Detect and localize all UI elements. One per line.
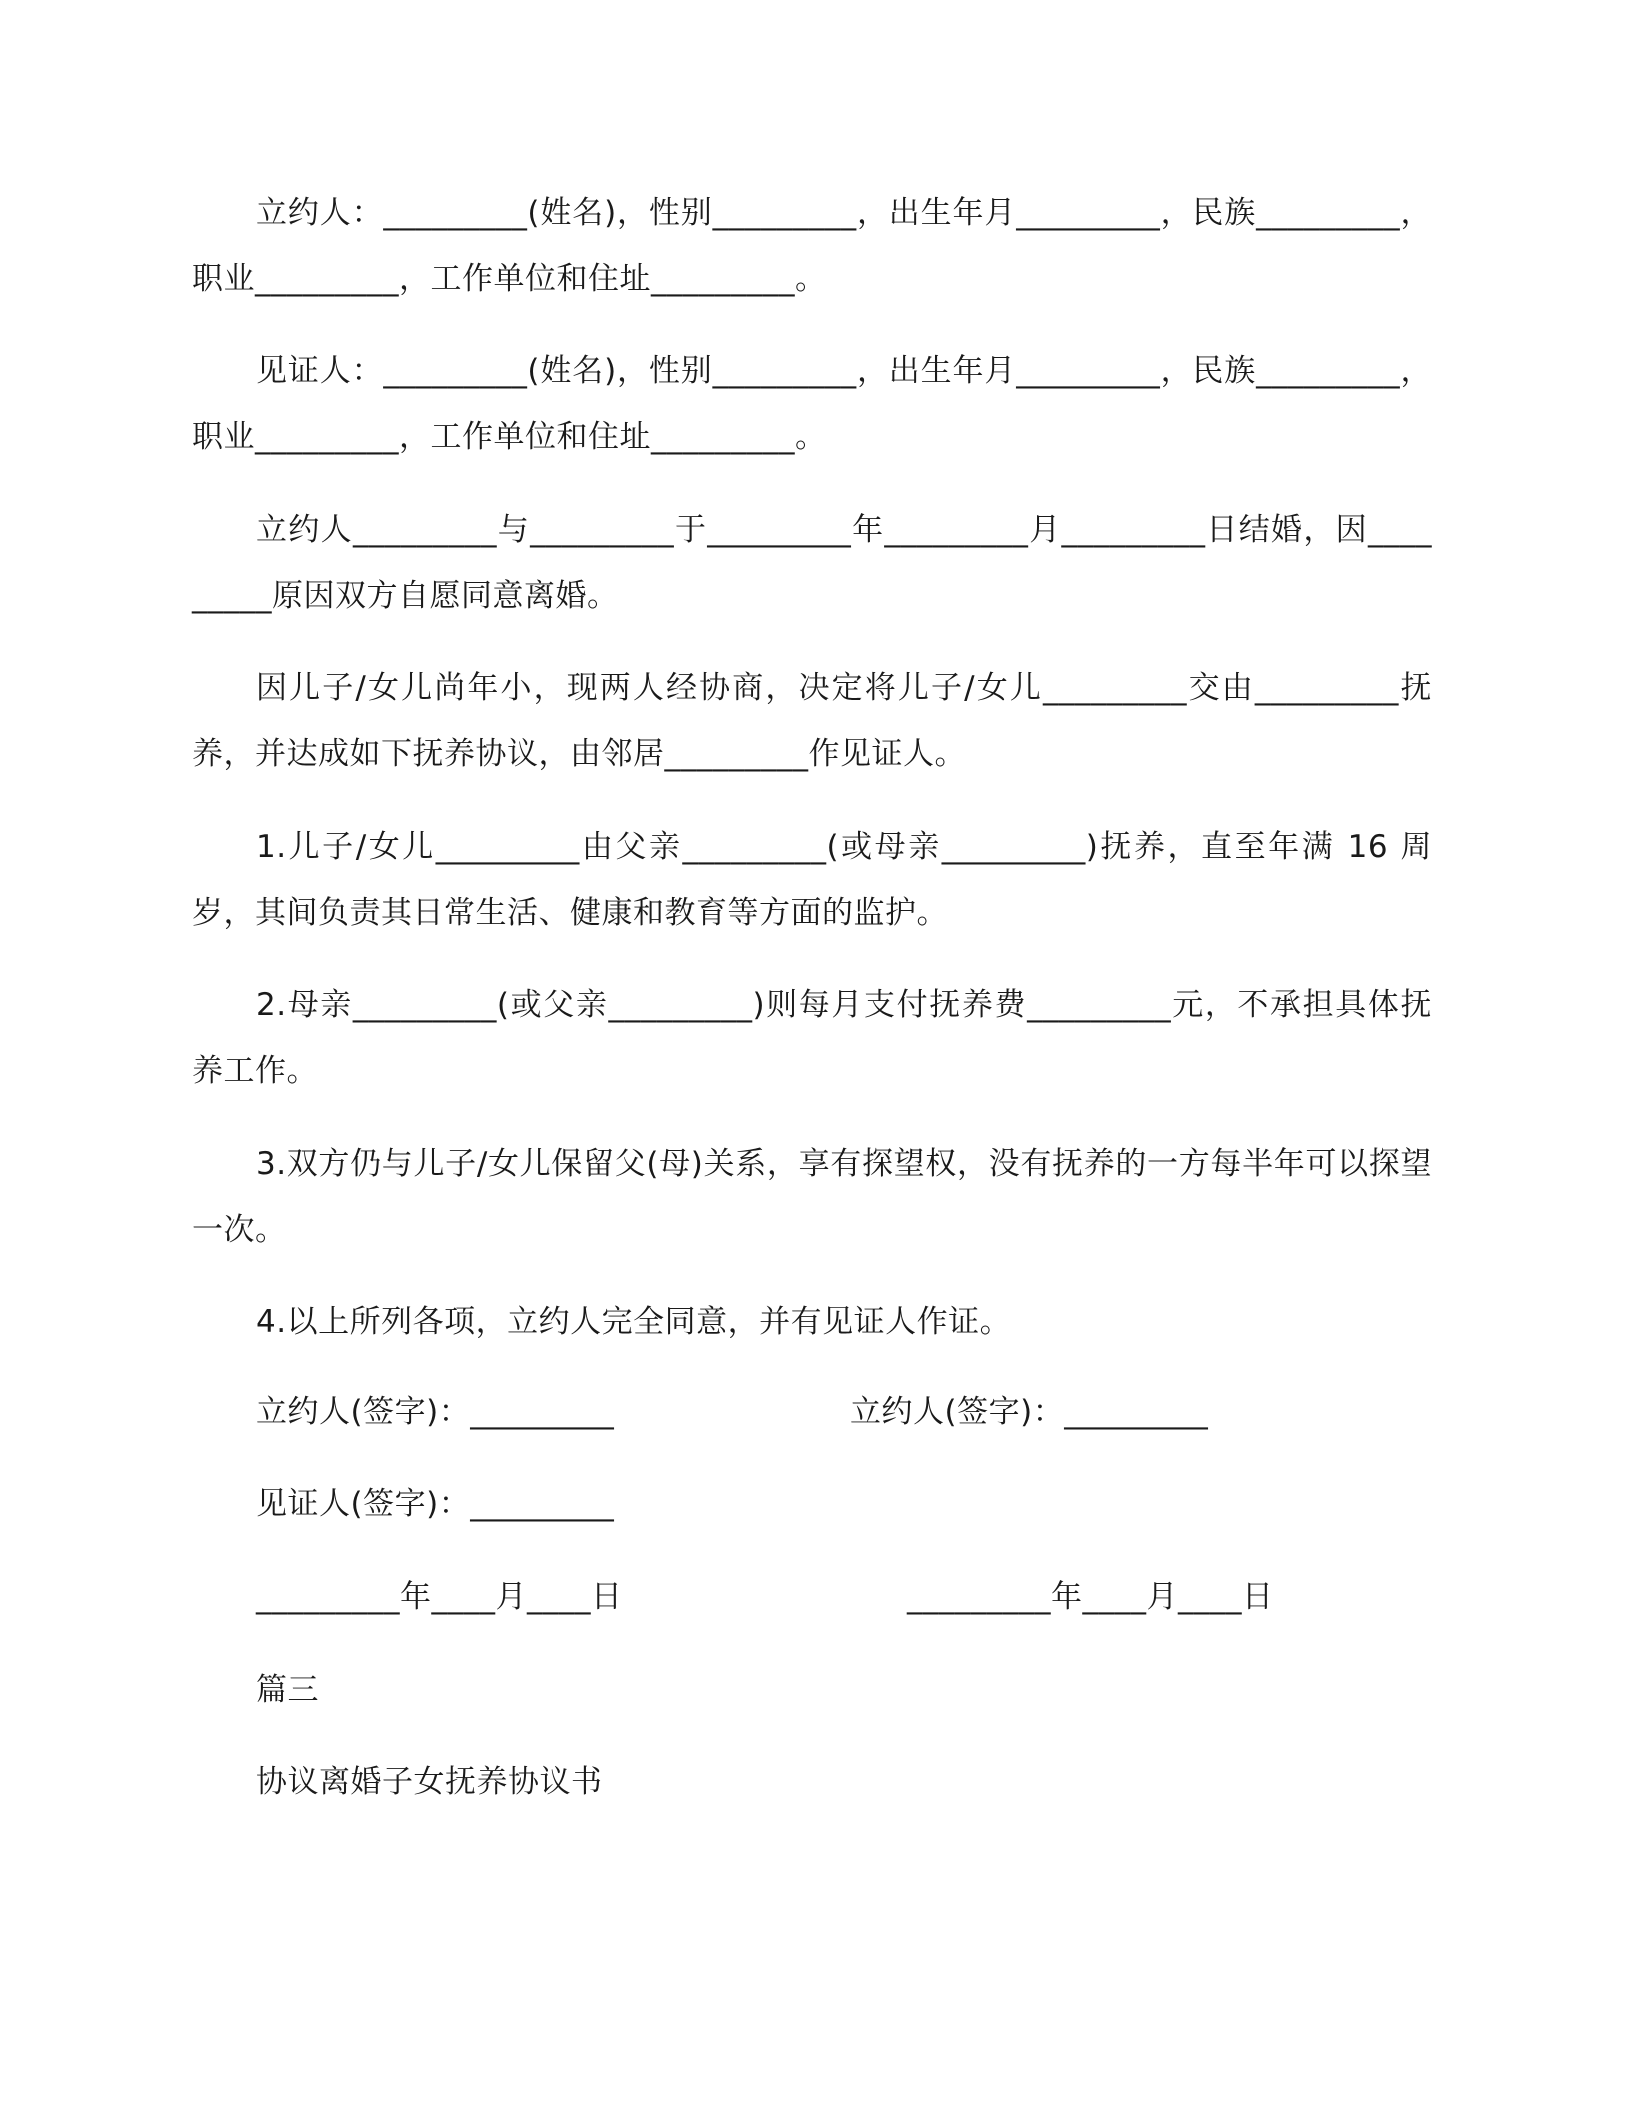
section-label: 篇三 — [256, 1672, 319, 1708]
clause-4: 4.以上所列各项，立约人完全同意，并有见证人作证。 — [256, 1304, 1012, 1340]
paragraph-party-info: 立约人：_________(姓名)，性别_________，出生年月_________，民族_________，职业_________，工作单位和住址_________。 — [192, 195, 1432, 297]
signature-party-b: 立约人(签字)：_________ — [850, 1394, 1209, 1430]
paragraph-marriage-info: 立约人_________与_________于_________年_________月_________日结婚，因_________原因双方自愿同意离婚。 — [192, 512, 1432, 614]
section-title: 协议离婚子女抚养协议书 — [256, 1764, 603, 1800]
signature-party-a: 立约人(签字)：_________ — [256, 1394, 615, 1430]
paragraph-custody-agreement: 因儿子/女儿尚年小，现两人经协商，决定将儿子/女儿_________交由_________抚养，并达成如下抚养协议，由邻居_________作见证人。 — [192, 670, 1432, 772]
clause-3: 3.双方仍与儿子/女儿保留父(母)关系，享有探望权，没有抚养的一方每半年可以探望一次。 — [192, 1146, 1432, 1248]
paragraph-witness-info: 见证人：_________(姓名)，性别_________，出生年月_________，民族_________，职业_________，工作单位和住址_________。 — [192, 353, 1432, 455]
date-right: _________年____月____日 — [907, 1579, 1274, 1615]
clause-1: 1.儿子/女儿_________由父亲_________(或母亲_________)抚养，直至年满 16 周岁，其间负责其日常生活、健康和教育等方面的监护。 — [192, 829, 1432, 931]
clause-2: 2.母亲_________(或父亲_________)则每月支付抚养费_________元，不承担具体抚养工作。 — [192, 987, 1432, 1089]
date-left: _________年____月____日 — [256, 1579, 623, 1615]
signature-witness: 见证人(签字)：_________ — [256, 1486, 615, 1522]
